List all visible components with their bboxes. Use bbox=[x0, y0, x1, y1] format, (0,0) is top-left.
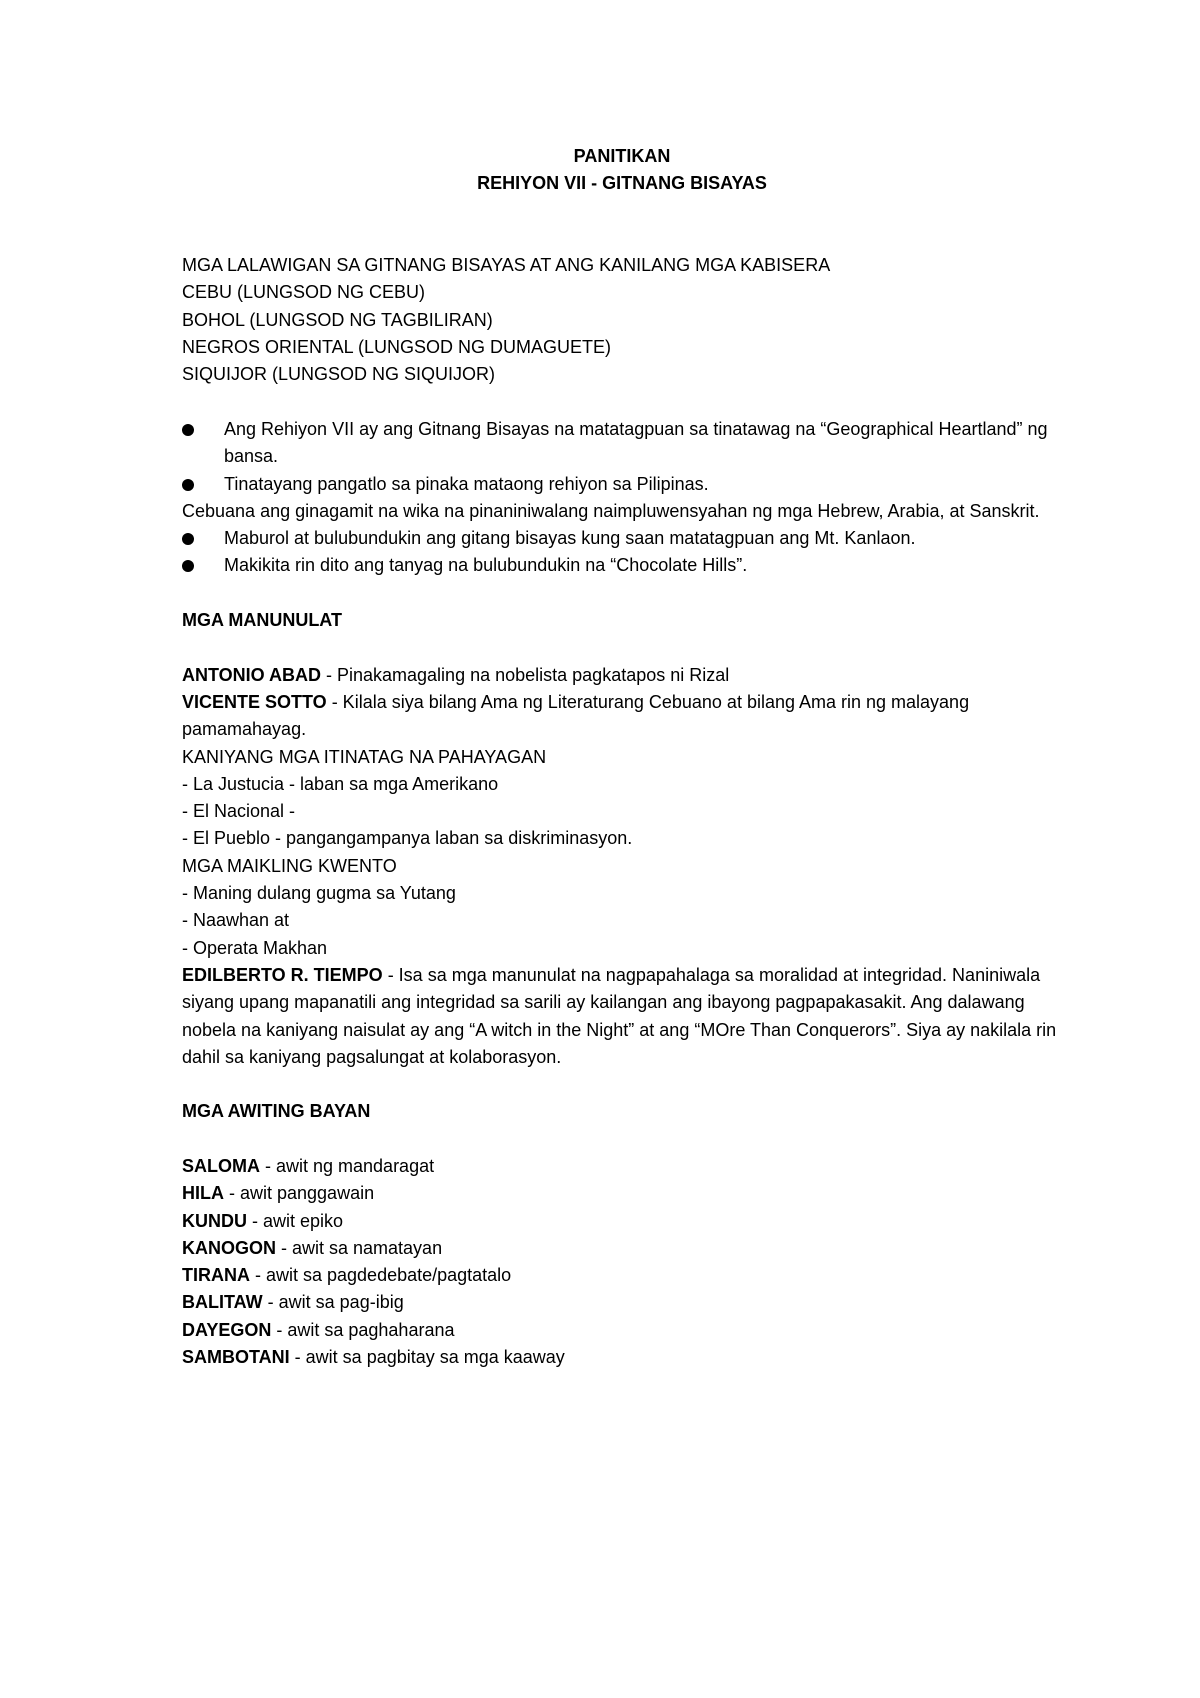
song-description: - awit epiko bbox=[247, 1210, 344, 1231]
document-subtitle: REHIYON VII - GITNANG BISAYAS bbox=[477, 173, 767, 194]
song-item bbox=[182, 1344, 1062, 1371]
story-item: - Operata Makhan bbox=[182, 937, 328, 958]
song-item bbox=[182, 1208, 1062, 1235]
bullet-dot-icon bbox=[182, 560, 194, 572]
story-item: - Maning dulang gugma sa Yutang bbox=[182, 883, 456, 904]
province-item: CEBU (LUNGSOD NG CEBU) bbox=[182, 282, 426, 303]
newspaper-item: - La Justucia - laban sa mga Amerikano bbox=[182, 773, 499, 794]
song-description: - awit sa paghaharana bbox=[271, 1319, 455, 1340]
newspaper-item: - El Nacional - bbox=[182, 801, 296, 822]
bullet-dot-icon bbox=[182, 479, 194, 491]
songs-heading: MGA AWITING BAYAN bbox=[182, 1101, 371, 1122]
song-name: KUNDU bbox=[182, 1210, 247, 1231]
newspapers-heading: KANIYANG MGA ITINATAG NA PAHAYAGAN bbox=[182, 746, 547, 767]
bullet-text: Ang Rehiyon VII ay ang Gitnang Bisayas na matatagpuan sa tinatawag na “Geographical Heartland” ng bansa. bbox=[224, 418, 1048, 467]
song-name: SALOMA bbox=[182, 1155, 260, 1176]
writer-description: - Isa sa mga manunulat na nagpapahalaga sa moralidad at integridad. Naniniwala siyang upang mapanatili ang integridad sa sarili ay kailangan ang ibayong pagpapakasakit. Ang dalawang nobela na kaniyang naisulat ay ang “A witch in the Night” at ang “MOre Than Conquerors”. Siya ay nakilala rin dahil sa kaniyang pagsalungat at kolaborasyon. bbox=[182, 964, 1057, 1067]
song-name: BALITAW bbox=[182, 1292, 263, 1313]
song-description: - awit panggawain bbox=[224, 1183, 375, 1204]
song-description: - awit ng mandaragat bbox=[260, 1155, 435, 1176]
bullet-text: Maburol at bulubundukin ang gitang bisayas kung saan matatagpuan ang Mt. Kanlaon. bbox=[224, 528, 916, 549]
song-item bbox=[182, 1153, 1062, 1180]
province-item: NEGROS ORIENTAL (LUNGSOD NG DUMAGUETE) bbox=[182, 337, 612, 358]
song-item bbox=[182, 1262, 1062, 1289]
song-item bbox=[182, 1289, 1062, 1316]
document-body bbox=[182, 143, 1062, 1371]
bullet-item bbox=[182, 525, 1062, 552]
province-item: BOHOL (LUNGSOD NG TAGBILIRAN) bbox=[182, 309, 493, 330]
song-description: - awit sa pagdedebate/pagtatalo bbox=[250, 1265, 512, 1286]
song-name: TIRANA bbox=[182, 1265, 250, 1286]
song-name: DAYEGON bbox=[182, 1319, 272, 1340]
story-item: - Naawhan at bbox=[182, 910, 290, 931]
writer-description: - Kilala siya bilang Ama ng Literaturang Cebuano at bilang Ama rin ng malayang pamamahayag. bbox=[182, 691, 970, 740]
bullet-text: Tinatayang pangatlo sa pinaka mataong rehiyon sa Pilipinas. bbox=[224, 473, 709, 494]
bullet-dot-icon bbox=[182, 424, 194, 436]
writer-entry bbox=[182, 662, 1062, 689]
bullet-dot-icon bbox=[182, 533, 194, 545]
language-paragraph: Cebuana ang ginagamit na wika na pinaniniwalang naimpluwensyahan ng mga Hebrew, Arabia, at Sanskrit. bbox=[182, 500, 1040, 521]
writer-description: - Pinakamagaling na nobelista pagkatapos ni Rizal bbox=[321, 664, 730, 685]
province-item: SIQUIJOR (LUNGSOD NG SIQUIJOR) bbox=[182, 364, 496, 385]
provinces-heading: MGA LALAWIGAN SA GITNANG BISAYAS AT ANG KANILANG MGA KABISERA bbox=[182, 255, 831, 276]
song-name: KANOGON bbox=[182, 1237, 276, 1258]
writers-heading: MGA MANUNULAT bbox=[182, 610, 342, 631]
writer-name: ANTONIO ABAD bbox=[182, 664, 321, 685]
bullet-item bbox=[182, 416, 1062, 471]
stories-heading: MGA MAIKLING KWENTO bbox=[182, 855, 397, 876]
bullet-text: Makikita rin dito ang tanyag na bulubundukin na “Chocolate Hills”. bbox=[224, 555, 748, 576]
song-description: - awit sa pag-ibig bbox=[262, 1292, 404, 1313]
bullet-item bbox=[182, 471, 1062, 498]
newspaper-item: - El Pueblo - pangangampanya laban sa diskriminasyon. bbox=[182, 828, 633, 849]
writer-name: VICENTE SOTTO bbox=[182, 691, 327, 712]
song-item bbox=[182, 1180, 1062, 1207]
song-item bbox=[182, 1317, 1062, 1344]
document-title: PANITIKAN bbox=[573, 146, 671, 166]
writer-entry bbox=[182, 962, 1062, 1071]
writer-entry bbox=[182, 689, 1062, 744]
song-name: HILA bbox=[182, 1183, 224, 1204]
song-description: - awit sa namatayan bbox=[276, 1237, 443, 1258]
song-item bbox=[182, 1235, 1062, 1262]
song-name: SAMBOTANI bbox=[182, 1347, 290, 1368]
song-description: - awit sa pagbitay sa mga kaaway bbox=[289, 1347, 565, 1368]
writer-name: EDILBERTO R. TIEMPO bbox=[182, 964, 383, 985]
bullet-item bbox=[182, 552, 1062, 579]
